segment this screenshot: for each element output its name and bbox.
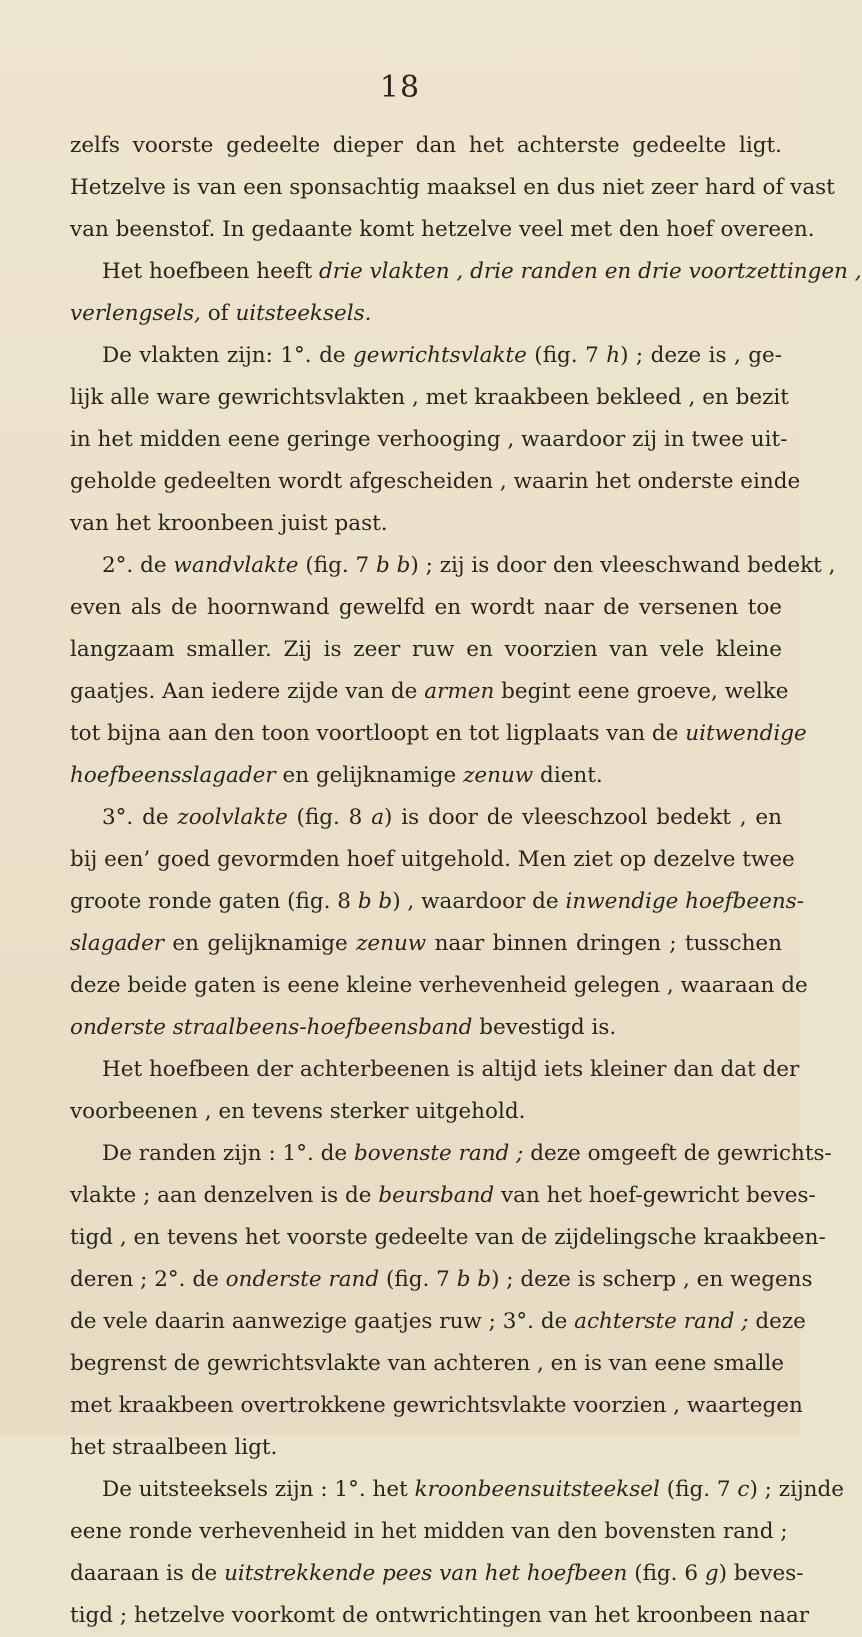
text-line (70, 335, 782, 377)
text-run: begrenst de gewrichtsvlakte van achteren , en is van eene smalle (70, 1351, 785, 1376)
text-line (70, 125, 782, 167)
page-number: 18 (379, 70, 421, 105)
italic-term: c (737, 1477, 750, 1502)
text-run: gaatjes. Aan iedere zijde van de (70, 679, 425, 704)
italic-term: gewrichtsvlakte (353, 343, 527, 368)
text-run: en gelijknamige (275, 763, 464, 788)
text-line (70, 965, 808, 1007)
text-line (70, 1511, 788, 1553)
text-run: van beenstof. In gedaante komt hetzelve veel met den hoef overeen. (70, 217, 815, 242)
text-line (70, 503, 782, 545)
italic-term: onderste straalbeens-hoefbeensband (70, 1015, 473, 1040)
text-line (70, 1343, 785, 1385)
italic-term: inwendige hoefbeens- (565, 889, 804, 914)
text-run: 3°. de (102, 805, 178, 830)
text-line (70, 1217, 826, 1259)
italic-term: wandvlakte (173, 553, 299, 578)
text-run: tigd ; hetzelve voorkomt de ontwrichtingen van het kroonbeen naar (70, 1603, 810, 1628)
text-run: deze omgeeft de gewrichts- (523, 1141, 832, 1166)
text-run: voorbeenen , en tevens sterker uitgehold. (70, 1099, 526, 1124)
text-line (70, 545, 836, 587)
italic-term: bovenste rand ; (353, 1141, 524, 1166)
text-run: deze beide gaten is eene kleine verhevenheid gelegen , waaraan de (70, 973, 808, 998)
text-run: deren ; 2°. de (70, 1267, 226, 1292)
text-line (70, 461, 801, 503)
text-run: naar binnen dringen ; tusschen (426, 931, 782, 956)
text-line (70, 419, 788, 461)
text-line (70, 1007, 782, 1049)
text-run: tot bijna aan den toon voortloopt en tot ligplaats van de (70, 721, 686, 746)
italic-term: h (606, 343, 621, 368)
text-run: vlakte ; aan denzelven is de (70, 1183, 379, 1208)
text-run: of (200, 301, 236, 326)
text-run: ) is door de vleeschzool bedekt , en (384, 805, 782, 830)
text-run: en gelijknamige (164, 931, 357, 956)
text-line (70, 1553, 804, 1595)
text-run: (fig. 7 (298, 553, 377, 578)
text-run: bij een’ goed gevormden hoef uitgehold. Men ziet op dezelve twee (70, 847, 795, 872)
italic-term: b b (357, 889, 393, 914)
text-run: (fig. 7 (379, 1267, 457, 1292)
text-run: tigd , en tevens het voorste gedeelte van de zijdelingsche kraakbeen- (70, 1225, 826, 1250)
italic-term: g (704, 1561, 719, 1586)
text-run: het straalbeen ligt. (70, 1435, 278, 1460)
text-line (70, 713, 807, 755)
text-line (70, 1091, 782, 1133)
italic-term: slagader (70, 931, 165, 956)
text-run: begint eene groeve, welke (494, 679, 789, 704)
text-run: deze (748, 1309, 806, 1334)
italic-term: zoolvlakte (177, 805, 288, 830)
text-run: groote ronde gaten (fig. 8 (70, 889, 358, 914)
text-line (70, 1175, 816, 1217)
italic-term: verlengsels, (70, 301, 201, 326)
italic-term: onderste rand (225, 1267, 380, 1292)
italic-term: uitwendige (685, 721, 807, 746)
text-run: geholde gedeelten wordt afgescheiden , waarin het onderste einde (70, 469, 801, 494)
text-line (70, 377, 789, 419)
text-run: van het hoef-gewricht beves- (494, 1183, 816, 1208)
italic-term: beursband (378, 1183, 495, 1208)
text-line (70, 881, 804, 923)
text-line (70, 671, 789, 713)
text-run: ) ; zijnde (749, 1477, 844, 1502)
text-line (70, 1595, 810, 1637)
text-line (70, 1427, 782, 1469)
text-line (70, 251, 862, 293)
text-run: in het midden eene geringe verhooging , waardoor zij in twee uit- (70, 427, 788, 452)
text-run: lijk alle ware gewrichtsvlakten , met kraakbeen bekleed , en bezit (70, 385, 789, 410)
text-run: 2°. de (102, 553, 174, 578)
text-line (70, 209, 815, 251)
text-line (70, 923, 782, 965)
text-run: (fig. 7 (526, 343, 607, 368)
text-line (70, 1259, 813, 1301)
italic-term: zenuw (356, 931, 427, 956)
text-run: ) ; deze is , ge- (620, 343, 782, 368)
text-line (70, 1385, 803, 1427)
text-run: even als de hoornwand gewelfd en wordt naar de versenen toe (70, 595, 782, 620)
text-run: (fig. 6 (627, 1561, 705, 1586)
italic-term: hoefbeensslagader (70, 763, 276, 788)
text-run: De uitsteeksels zijn : 1°. het (102, 1477, 415, 1502)
text-run: Het hoefbeen heeft (102, 259, 320, 284)
text-line (70, 1469, 844, 1511)
italic-term: zenuw (463, 763, 534, 788)
text-line (70, 629, 782, 671)
text-run: ) ; zij is door den vleeschwand bedekt , (410, 553, 836, 578)
italic-term: b b (456, 1267, 492, 1292)
italic-term: achterste rand ; (574, 1309, 749, 1334)
text-line (70, 587, 782, 629)
text-run: (fig. 8 (287, 805, 372, 830)
italic-term: kroonbeensuitsteeksel (414, 1477, 660, 1502)
text-line (70, 755, 782, 797)
text-line (70, 797, 782, 839)
text-line (70, 1049, 800, 1091)
italic-term: a (371, 805, 385, 830)
text-run: ) , waardoor de (392, 889, 566, 914)
italic-term: uitstrekkende pees van het hoefbeen (224, 1561, 628, 1586)
text-run: ) beves- (718, 1561, 804, 1586)
text-run: dient. (533, 763, 603, 788)
text-run: daaraan is de (70, 1561, 225, 1586)
text-run: met kraakbeen overtrokkene gewrichtsvlakte voorzien , waartegen (70, 1393, 803, 1418)
italic-term: b b (376, 553, 411, 578)
text-run: De vlakten zijn: 1°. de (102, 343, 354, 368)
text-run: eene ronde verhevenheid in het midden van den bovensten rand ; (70, 1519, 788, 1544)
text-line (70, 839, 795, 881)
text-run: zelfs voorste gedeelte dieper dan het achterste gedeelte ligt. (70, 133, 782, 158)
text-line (70, 293, 782, 335)
text-run: ) ; deze is scherp , en wegens (491, 1267, 813, 1292)
text-line (70, 1301, 806, 1343)
text-run: langzaam smaller. Zij is zeer ruw en voorzien van vele kleine (70, 637, 782, 662)
text-run: Het hoefbeen der achterbeenen is altijd iets kleiner dan dat der (102, 1057, 800, 1082)
text-line (70, 167, 835, 209)
text-run: bevestigd is. (472, 1015, 617, 1040)
italic-term: drie vlakten , drie randen en drie voortzettingen , (319, 259, 862, 284)
text-run: de vele daarin aanwezige gaatjes ruw ; 3°. de (70, 1309, 575, 1334)
italic-term: armen (424, 679, 495, 704)
text-run: van het kroonbeen juist past. (70, 511, 388, 536)
body-text (70, 125, 862, 1637)
text-line (70, 1133, 832, 1175)
text-run: Hetzelve is van een sponsachtig maaksel en dus niet zeer hard of vast (70, 175, 835, 200)
text-run: De randen zijn : 1°. de (102, 1141, 354, 1166)
italic-term: uitsteeksels. (235, 301, 372, 326)
text-run: (fig. 7 (659, 1477, 738, 1502)
